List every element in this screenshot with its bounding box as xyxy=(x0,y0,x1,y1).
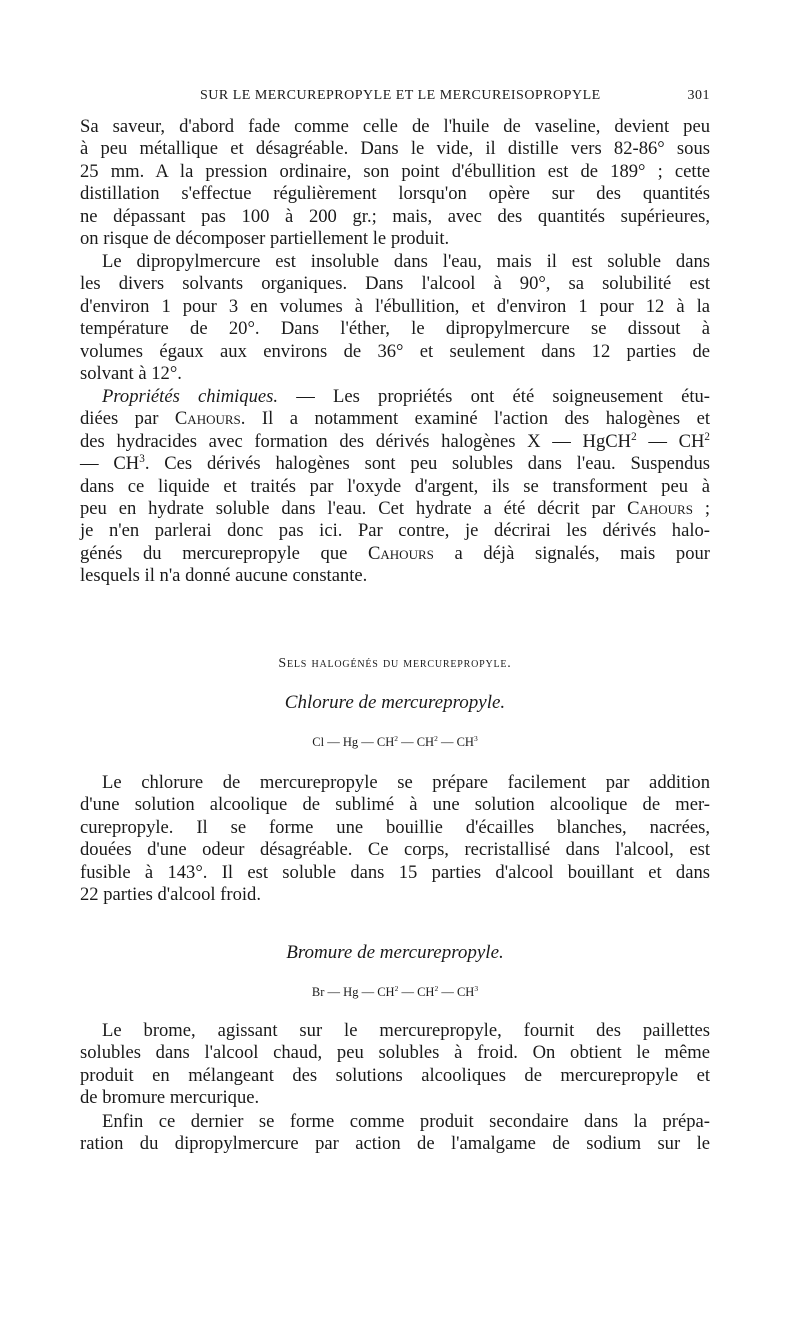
bromure-title: Bromure de mercurepropyle. xyxy=(286,942,504,963)
text-line: solubles dans l'alcool chaud, peu solubles à froid. On obtient le même xyxy=(80,1042,710,1064)
text-line: température de 20°. Dans l'éther, le dipropylmercure se dissout à xyxy=(80,318,710,340)
text-line: d'environ 1 pour 3 en volumes à l'ébullition, et d'environ 1 pour 12 à la xyxy=(80,295,710,317)
text-line: peu en hydrate soluble dans l'eau. Cet hydrate a été décrit par Cahours ; xyxy=(80,498,710,520)
paragraph-chemical-properties xyxy=(80,386,710,588)
paragraph-bromure xyxy=(80,1020,710,1110)
text-line: d'une solution alcoolique de sublimé à une solution alcoolique de mer- xyxy=(80,794,710,816)
text-line: de bromure mercurique. xyxy=(80,1087,260,1109)
text-line: solvant à 12°. xyxy=(80,363,182,385)
author-name: Cahours xyxy=(174,408,241,430)
chlorure-title: Chlorure de mercurepropyle. xyxy=(284,692,506,713)
text-line: on risque de décomposer partiellement le produit. xyxy=(80,228,450,250)
text-line: volumes égaux aux environs de 36° et seulement dans 12 parties de xyxy=(80,340,710,362)
paragraph-saveur xyxy=(80,116,710,250)
text-line: curepropyle. Il se forme une bouillie d'écailles blanches, nacrées, xyxy=(80,816,710,838)
text-line: Le brome, agissant sur le mercurepropyle, fournit des paillettes xyxy=(102,1020,710,1041)
chlorure-formula: Cl — Hg — $CH^2$ — $CH^2$ — $CH^3$ xyxy=(312,733,478,749)
author-name: Cahours xyxy=(627,498,693,520)
paragraph-enfin xyxy=(80,1111,710,1156)
text-line: douées d'une odeur désagréable. Ce corps, recristallisé dans l'alcool, est xyxy=(80,839,710,861)
text-line: à peu métallique et désagréable. Dans le vide, il distille vers 82-86° sous xyxy=(80,138,710,160)
text-line: Le chlorure de mercurepropyle se prépare facilement par addition xyxy=(102,772,710,793)
page-number: 301 xyxy=(687,88,710,103)
running-title: SUR LE MERCUREPROPYLE ET LE MERCUREISOPROPYLE xyxy=(200,88,601,103)
text-line: ne dépassant pas 100 à 200 gr.; mais, avec des quantités supérieures, xyxy=(80,205,710,227)
text-line: produit en mélangeant des solutions alcooliques de mercurepropyle et xyxy=(80,1064,710,1086)
text-line: Sa saveur, d'abord fade comme celle de l'huile de vaseline, devient peu xyxy=(80,116,710,137)
section-title: Sels halogénés du mercurepropyle. xyxy=(278,656,512,671)
text-line: les divers solvants organiques. Dans l'alcool à 90°, sa solubilité est xyxy=(80,273,710,295)
text-line: des hydracides avec formation des dérivés halogènes X — HgCH$^2$ — $CH^2$ xyxy=(80,430,710,452)
text-line: Le dipropylmercure est insoluble dans l'eau, mais il est soluble dans xyxy=(102,251,710,272)
paragraph-chlorure xyxy=(80,772,710,906)
text-line: dans ce liquide et traités par l'oxyde d'argent, ils se transforment peu à xyxy=(80,475,710,497)
text-line: fusible à 143°. Il est soluble dans 15 parties d'alcool bouillant et dans xyxy=(80,861,710,883)
text-line: je n'en parlerai donc pas ici. Par contre, je décrirai les dérivés halo- xyxy=(80,520,710,542)
text-line: — $CH^3$. Ces dérivés halogènes sont peu solubles dans l'eau. Suspendus xyxy=(80,453,710,475)
text-line: diées par Cahours. Il a notamment examiné l'action des halogènes et xyxy=(80,408,710,430)
text-line: 22 parties d'alcool froid. xyxy=(80,884,261,906)
author-name: Cahours xyxy=(368,542,434,564)
text-line: Propriétés chimiques. — Les propriétés ont été soigneusement étu- xyxy=(102,386,710,407)
italic-heading: Propriétés chimiques. xyxy=(102,386,279,407)
text-line: 25 mm. A la pression ordinaire, son point d'ébullition est de 189° ; cette xyxy=(80,160,710,182)
text-line: distillation s'effectue régulièrement lorsqu'on opère sur des quantités xyxy=(80,183,710,205)
text-line: génés du mercurepropyle que Cahours a déjà signalés, mais pour xyxy=(80,542,710,564)
paragraph-solubility xyxy=(80,251,710,385)
text-line: ration du dipropylmercure par action de l'amalgame de sodium sur le xyxy=(80,1133,710,1155)
text-line: lesquels il n'a donné aucune constante. xyxy=(80,565,368,587)
bromure-formula: Br — Hg — $CH^2$ — $CH^2$ — $CH^3$ xyxy=(311,983,479,999)
text-line: Enfin ce dernier se forme comme produit secondaire dans la prépa- xyxy=(102,1111,710,1132)
